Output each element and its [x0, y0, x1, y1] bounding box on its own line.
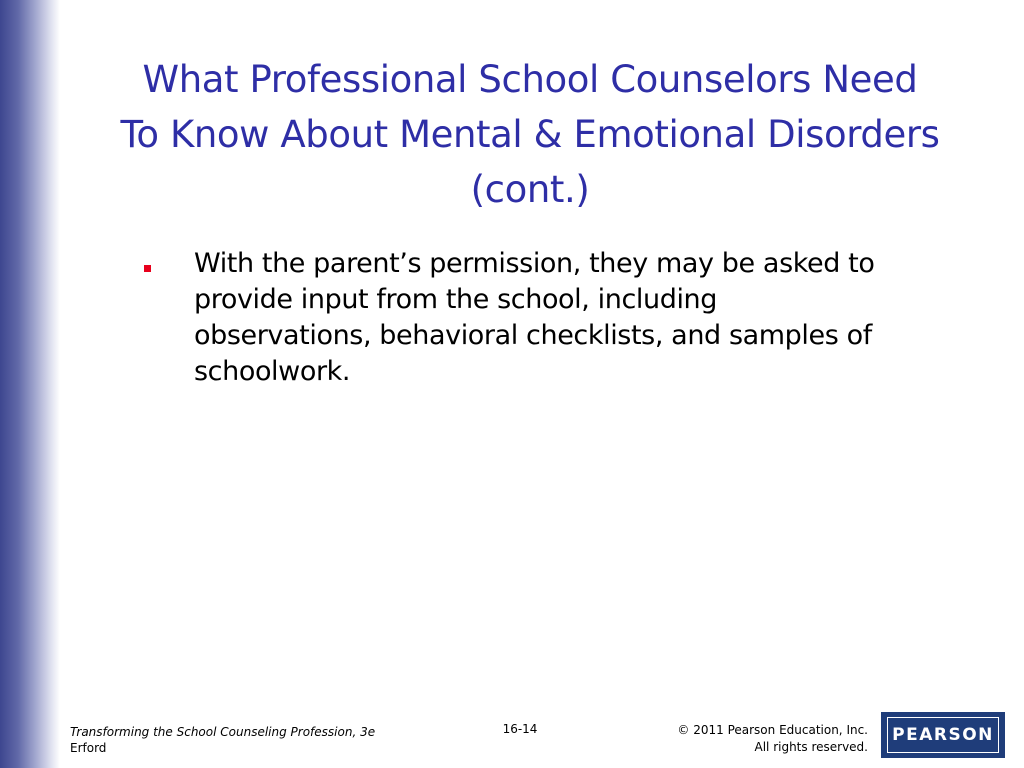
footer-book-title: Transforming the School Counseling Profession, 3e [70, 725, 376, 739]
bullet-text-line: schoolwork. [194, 356, 351, 387]
slide-title-line: (cont.) [470, 168, 590, 211]
footer-author: Erford [70, 741, 107, 755]
square-bullet-icon [144, 265, 151, 272]
bullet-text-line: observations, behavioral checklists, and samples of [194, 320, 872, 351]
bullet-text-line: With the parent’s permission, they may be asked to [194, 248, 875, 279]
pearson-logo [881, 712, 1005, 758]
footer-page-number: 16-14 [502, 722, 538, 736]
bullet-text-line: provide input from the school, including [194, 284, 718, 315]
footer-book-info [70, 724, 375, 756]
bullet-text [194, 246, 994, 390]
footer-copyright-line: © 2011 Pearson Education, Inc. [677, 723, 868, 737]
slide-title-line: What Professional School Counselors Need [142, 58, 918, 101]
footer-copyright [677, 722, 868, 756]
slide-title-line: To Know About Mental & Emotional Disorders [120, 113, 940, 156]
footer-copyright-line: All rights reserved. [754, 740, 868, 754]
slide-title [60, 52, 1000, 217]
side-gradient-band [0, 0, 60, 768]
pearson-logo-text: PEARSON [887, 717, 999, 753]
